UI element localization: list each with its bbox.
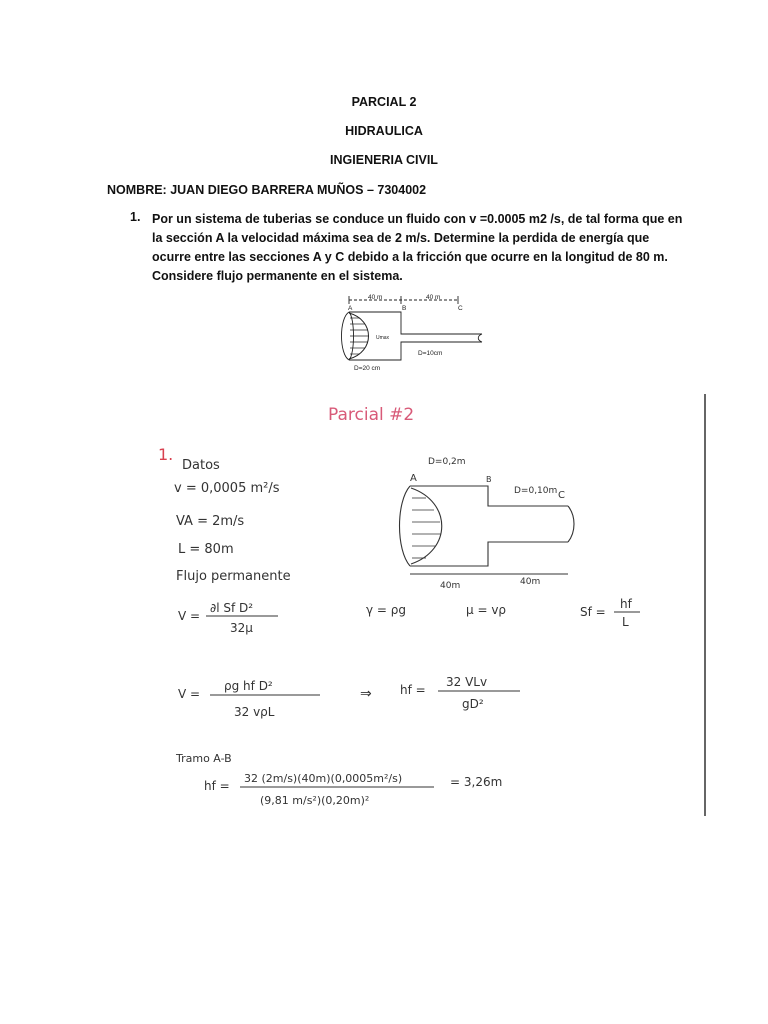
eq2-numerator: ρg hf D² [224,679,273,693]
eq1-numerator: ∂l Sf D² [210,601,254,615]
dim-label-ab: 40 m [368,294,383,301]
dato-viscosity: v = 0,0005 m²/s [174,481,280,496]
question-line: Considere flujo permanente en el sistema. [152,269,403,283]
dim-label-bc: 40 m [426,294,441,301]
sf-lhs: Sf = [580,605,606,619]
gamma-relation: γ = ρg [366,603,407,617]
eq3-denominator: gD² [462,697,484,711]
question-line: la sección A la velocidad máxima sea de 2 m/s. Determine la perdida de energía que [152,231,650,245]
dato-flow: Flujo permanente [176,569,291,584]
vmax-label: Umax [376,335,390,341]
section-b-label: B [402,305,407,312]
eq1-lhs: V = [178,609,201,623]
eq2-lhs: V = [178,687,201,701]
eq3-lhs: hf = [400,683,426,697]
sketch-label-b: B [486,475,492,484]
question-line: Por un sistema de tuberias se conduce un fluido con v =0.0005 m2 /s, de tal forma que en [152,212,683,226]
pipe-outline-bottom [349,342,482,360]
eq4-result: = 3,26m [450,775,503,789]
pipe-outline-top [349,312,482,334]
eq4-numerator: 32 (2m/s)(40m)(0,0005m²/s) [244,772,403,785]
datos-title: Datos [182,458,220,473]
sf-denominator: L [622,615,629,629]
question-number: 1. [130,210,141,224]
program-heading: INGIENERIA CIVIL [330,153,438,167]
sketch-diameter-a: D=0,2m [428,457,466,467]
eq1-denominator: 32μ [230,621,253,635]
subject-heading: HIDRAULICA [345,124,423,138]
dato-length: L = 80m [178,542,234,557]
dato-velocity: VA = 2m/s [176,514,245,529]
sketch-length-1: 40m [440,581,461,591]
eq4-lhs: hf = [204,779,230,793]
small-diameter-label: D=10cm [418,350,443,357]
pipe-break-left [342,312,350,360]
sketch-length-2: 40m [520,577,541,587]
implies-arrow: ⇒ [360,686,372,702]
tramo-label: Tramo A-B [176,752,232,765]
student-name: NOMBRE: JUAN DIEGO BARRERA MUÑOS – 7304002 [107,183,427,197]
eq2-denominator: 32 vρL [234,705,275,719]
sketch-label-c: C [558,490,565,501]
section-c-label: C [458,305,463,312]
large-diameter-label: D=20 cm [354,365,381,372]
sketch-label-a: A [410,473,417,484]
pipe-break-right [478,334,482,342]
handwritten-title: Parcial #2 [328,405,415,425]
question-text [152,210,692,286]
page-title: PARCIAL 2 [351,95,417,109]
question-line: ocurre entre las secciones A y C debido a la fricción que ocurre en la longitud de 80 m. [152,250,668,264]
sketch-diameter-c: D=0,10m [514,486,558,496]
eq4-denominator: (9,81 m/s²)(0,20m)² [260,794,370,807]
mu-relation: μ = vρ [466,603,507,617]
section-a-label: A [348,305,353,312]
eq3-numerator: 32 VLv [446,675,488,689]
sf-numerator: hf [620,597,632,611]
handwritten-solution [148,394,708,816]
pipe-diagram [320,292,490,374]
item-number: 1. [158,445,174,464]
